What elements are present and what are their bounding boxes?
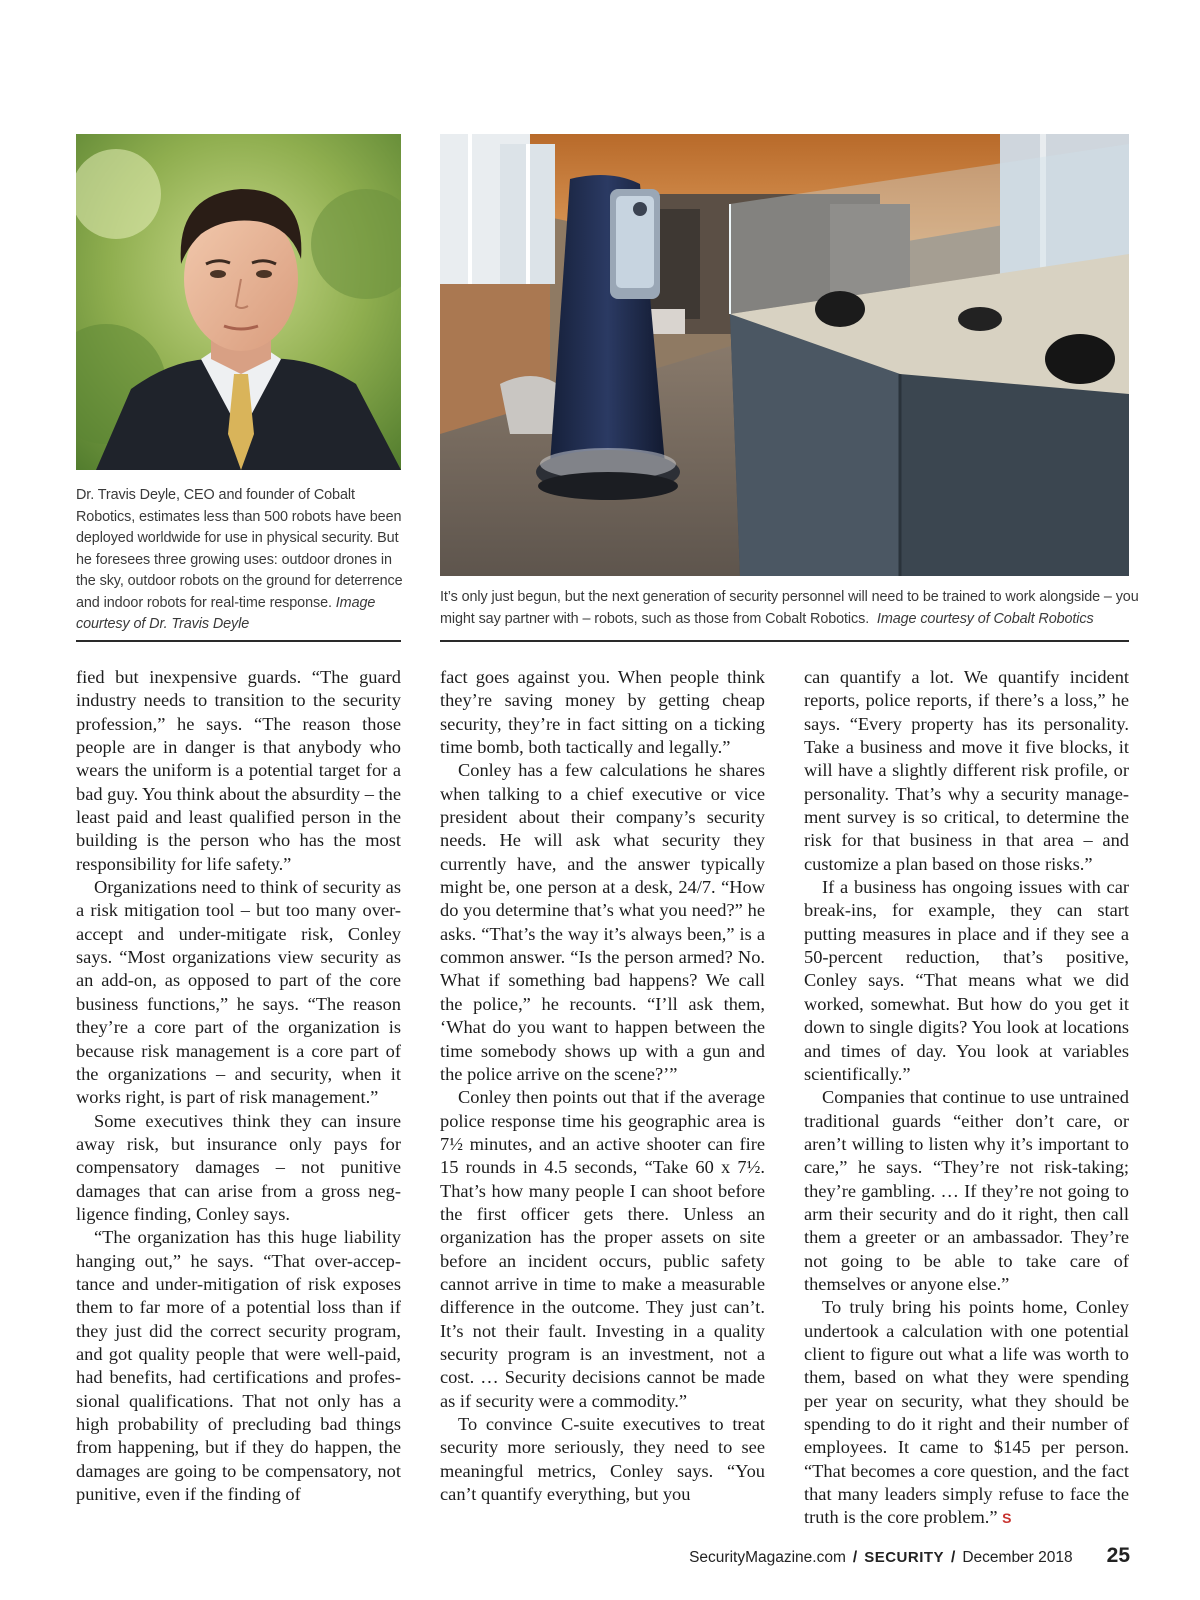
paragraph: If a business has ongoing issues with car break-ins, for example, they can start putting measures in place and if they see a 50-percent reduction, that’s positive, Conley says. “That means what we did worked, somewhat. But how do you get it down to single digits? You look at locations and times of day. You look at variables scientifically.” (804, 877, 1129, 1084)
portrait-illustration (76, 134, 401, 470)
page-footer (689, 1544, 1130, 1568)
footer-issue-date: December 2018 (962, 1549, 1073, 1566)
footer-magazine-name: SECURITY (864, 1549, 945, 1566)
footer-separator: / (951, 1549, 956, 1566)
left-caption-text: Dr. Travis Deyle, CEO and founder of Cobalt Robotics, estimates less than 500 robots have been deployed worldwide for use in physical security. But he foresees three growing uses: outdoor drones in the sky, outdoor robots on the ground for deterrence and indoor robots for real-time response. (76, 487, 403, 611)
right-caption-rule (440, 640, 1129, 642)
paragraph: To convince C-suite executives to treat security more seriously, they need to see meaningful metrics, Conley says. “You can’t quantify everything, but you (440, 1414, 765, 1505)
footer-website: SecurityMagazine.com (689, 1549, 846, 1566)
left-caption-credit: Image courtesy of Dr. Travis Deyle (76, 594, 376, 632)
right-photo-caption (440, 587, 1140, 630)
cobalt-robot-photo (440, 134, 1129, 576)
footer-separator: / (852, 1549, 858, 1566)
page-number: 25 (1106, 1544, 1130, 1567)
robot-lobby-illustration (440, 134, 1129, 576)
left-photo-caption (76, 485, 406, 636)
paragraph: Conley then points out that if the average police response time his geographic area is 7½ minutes, and an active shooter can fire 15 rounds in 4.5 seconds, “Take 60 x 7½. That’s how many people I can shoot before the first officer gets there. Unless an organization has the proper assets on site before an incident occurs, public safety cannot arrive in time to make a measurable difference in the outcome. They just can’t. It’s not their fault. Investing in a quality security program is an investment, not a cost. … Security decisions cannot be made as if security were a commodity.” (440, 1087, 765, 1411)
paragraph: Some executives think they can insure away risk, but insurance only pays for compensatory damages – not punitive damages that can arise from a gross negligence finding, Conley says. (76, 1110, 401, 1224)
article-column-1 (76, 666, 401, 1506)
portrait-photo-travis-deyle (76, 134, 401, 470)
paragraph: fied but inexpensive guards. “The guard industry needs to transition to the security profession,” he says. “The reason those people are in danger is that anybody who wears the uniform is a potential target for a bad guy. You think about the absurdity – the least paid and least qualified person in the building is the person who has the most responsibility for life safety.” (76, 667, 401, 874)
paragraph: Organizations need to think of security as a risk mitigation tool – but too many over-accept and under-mitigate risk, Conley says. “Most organizations view security as an add-on, as opposed to part of the core business functions,” he says. “The reason they’re a core part of the organization is because risk management is a core part of the organizations – and security, when it works right, is part of risk management.” (76, 877, 401, 1108)
paragraph: can quantify a lot. We quantify incident reports, police reports, if there’s a loss,” he says. “Every property has its personality. Take a business and move it five blocks, it will have a slightly different risk profile, or personality. That’s why a security management survey is so critical, to determine the risk for that business in that area – and customize a plan based on those risks.” (804, 667, 1129, 874)
article-column-2 (440, 666, 765, 1506)
paragraph: “The organization has this huge liability hanging out,” he says. “That over-acceptance and under-mitigation of risk exposes them to far more of a potential loss than if they just did the correct security program, and got quality people that were well-paid, had benefits, had certifications and professional qualifications. That not only has a high probability of precluding bad things from happening, but if they do happen, the damages are going to be compensatory, not punitive, even if the finding of (76, 1227, 401, 1505)
right-caption-text: It’s only just begun, but the next generation of security personnel will need to be trained to work alongside – you might say partner with – robots, such as those from Cobalt Robotics. (440, 589, 1139, 627)
left-caption-rule (76, 640, 401, 642)
right-caption-credit: Image courtesy of Cobalt Robotics (876, 610, 1094, 627)
final-paragraph-text: To truly bring his points home, Conley undertook a calculation with one potential client to figure out what a life was worth to them, based on what they were spending per year on security, what they should be spending to do it right and their number of employees. It came to $145 per person. “That becomes a core question, and the fact that many leaders simply refuse to face the truth is the core problem.” (804, 1297, 1129, 1528)
article-column-3 (804, 666, 1129, 1531)
paragraph: Companies that continue to use untrained traditional guards “either don’t care, or aren’t willing to listen why it’s important to care,” he says. “They’re not risk-taking; they’re gambling. … If they’re not going to arm their security and do it right, then call them a greeter or an ambassador. They’re not going to be able to take care of themselves or anyone else.” (804, 1087, 1129, 1294)
paragraph: fact goes against you. When people think they’re saving money by getting cheap security, they’re in fact sitting on a ticking time bomb, both tactically and legally.” (440, 667, 765, 758)
end-of-article-mark: S (1002, 1510, 1012, 1527)
paragraph: Conley has a few calculations he shares when talking to a chief executive or vice president about their company’s security needs. He will ask what security they currently have, and the answer typically might be, one person at a desk, 24/7. “How do you determine that’s what you need?” he asks. “That’s the way it’s always been,” is a common answer. “Is the person armed? No. What if something bad happens? We call the police,” he recounts. “I’ll ask them, ‘What do you want to happen between the time somebody shows up with a gun and the police arrive on the scene?’” (440, 760, 765, 1084)
paragraph-final (804, 1296, 1129, 1530)
